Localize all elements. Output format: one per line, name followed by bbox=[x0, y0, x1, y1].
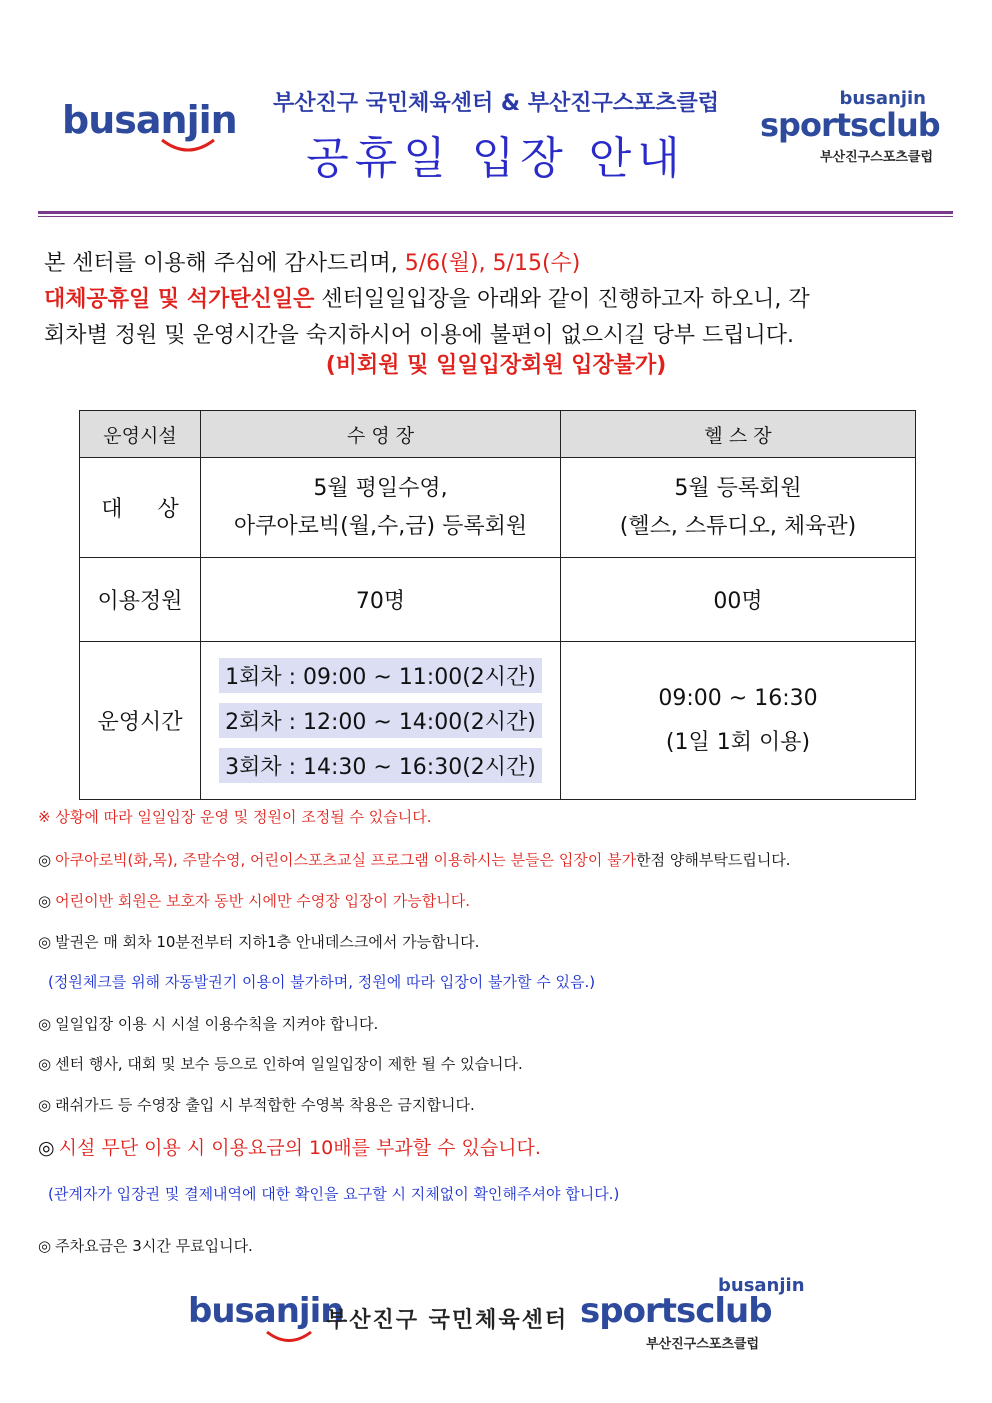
sportsclub-logo-big: sportsclub bbox=[760, 106, 940, 144]
note-6-text: 래쉬가드 등 수영장 출입 시 부적합한 수영복 착용은 금지합니다. bbox=[55, 1096, 475, 1114]
bullet-icon: ◎ bbox=[38, 1237, 52, 1255]
note-1 bbox=[38, 849, 791, 870]
bullet-icon: ◎ bbox=[38, 1015, 52, 1033]
hours-pool bbox=[201, 642, 561, 800]
note-3-text: 발권은 매 회차 10분전부터 지하1층 안내데스크에서 가능합니다. bbox=[55, 933, 480, 951]
note-1-black: 한점 양해부탁드립니다. bbox=[636, 851, 791, 869]
note-3 bbox=[38, 931, 479, 952]
note-adjustment: ※ 상황에 따라 일일입장 운영 및 정원이 조정될 수 있습니다. bbox=[38, 808, 432, 826]
footer-center-name: 부산진구 국민체육센터 bbox=[326, 1308, 569, 1333]
header-subtitle: 부산진구 국민체육센터 & 부산진구스포츠클럽 bbox=[273, 91, 719, 116]
header-divider bbox=[38, 211, 953, 214]
bullet-icon: ◎ bbox=[38, 1137, 55, 1159]
note-2-text: 어린이반 회원은 보호자 동반 시에만 수영장 입장이 가능합니다. bbox=[55, 892, 470, 910]
note-7-text: 시설 무단 이용 시 이용요금의 10배를 부과할 수 있습니다. bbox=[58, 1137, 541, 1159]
table-row bbox=[80, 558, 916, 642]
intro-line-2 bbox=[44, 281, 954, 318]
note-3-sub: (정원체크를 위해 자동발권기 이용이 불가하며, 정원에 따라 입장이 불가할 수 있음.) bbox=[48, 973, 596, 991]
intro-text-2: 센터일일입장을 아래와 같이 진행하고자 하오니, 각 bbox=[314, 287, 810, 312]
note-5-text: 센터 행사, 대회 및 보수 등으로 인하여 일일입장이 제한 될 수 있습니다. bbox=[55, 1055, 523, 1073]
capacity-pool: 70명 bbox=[201, 558, 561, 642]
header-divider-thin bbox=[38, 216, 953, 217]
table-row bbox=[80, 458, 916, 558]
header-facility: 운영시설 bbox=[80, 411, 201, 458]
bullet-icon: ◎ bbox=[38, 851, 52, 869]
schedule-table bbox=[79, 410, 916, 800]
target-pool bbox=[201, 458, 561, 558]
sportsclub-logo bbox=[760, 88, 950, 168]
session-1: 1회차 : 09:00 ~ 11:00(2시간) bbox=[219, 658, 542, 693]
note-2 bbox=[38, 890, 470, 911]
note-5 bbox=[38, 1053, 523, 1074]
footer-sportsclub-big: sportsclub bbox=[580, 1291, 772, 1331]
busanjin-logo-text: busanjin bbox=[62, 98, 237, 142]
table-header-row bbox=[80, 411, 916, 458]
target-label-text: 대 상 bbox=[101, 497, 179, 522]
sportsclub-logo-kor: 부산진구스포츠클럽 bbox=[820, 150, 934, 165]
intro-notice: (비회원 및 일일입장회원 입장불가) bbox=[325, 353, 667, 378]
target-pool-line-1: 5월 평일수영, bbox=[313, 475, 448, 501]
footer-smile-icon bbox=[264, 1329, 314, 1345]
note-4-text: 일일입장 이용 시 시설 이용수칙을 지켜야 합니다. bbox=[55, 1015, 379, 1033]
sportsclub-logo-small: busanjin bbox=[839, 88, 926, 109]
gym-rule-text: (1일 1회 이용) bbox=[665, 729, 811, 755]
bullet-icon: ◎ bbox=[38, 892, 52, 910]
capacity-label: 이용정원 bbox=[80, 558, 201, 642]
footer-busanjin-logo: busanjin bbox=[188, 1291, 344, 1331]
gym-hours-text: 09:00 ~ 16:30 bbox=[658, 685, 818, 711]
intro-line-1 bbox=[44, 245, 954, 282]
bullet-icon: ◎ bbox=[38, 1055, 52, 1073]
intro-line-3: 회차별 정원 및 운영시간을 숙지하시어 이용에 불편이 없으시길 당부 드립니다. bbox=[44, 323, 794, 348]
session-3: 3회차 : 14:30 ~ 16:30(2시간) bbox=[219, 748, 542, 783]
note-4 bbox=[38, 1013, 378, 1034]
header-pool: 수 영 장 bbox=[201, 411, 561, 458]
note-6 bbox=[38, 1094, 475, 1115]
bullet-icon: ◎ bbox=[38, 1096, 52, 1114]
intro-dates: 5/6(월), 5/15(수) bbox=[404, 251, 581, 276]
header-gym: 헬 스 장 bbox=[561, 411, 916, 458]
session-2: 2회차 : 12:00 ~ 14:00(2시간) bbox=[219, 703, 542, 738]
note-8 bbox=[38, 1235, 253, 1256]
capacity-gym: 00명 bbox=[561, 558, 916, 642]
target-label bbox=[80, 458, 201, 558]
footer-sportsclub-small: busanjin bbox=[718, 1275, 805, 1296]
intro-text: 본 센터를 이용해 주심에 감사드리며, bbox=[44, 251, 405, 276]
target-gym-line-1: 5월 등록회원 bbox=[674, 475, 802, 501]
bullet-icon: ◎ bbox=[38, 933, 52, 951]
note-8-text: 주차요금은 3시간 무료입니다. bbox=[55, 1237, 253, 1255]
hours-label: 운영시간 bbox=[80, 642, 201, 800]
footer-sportsclub-kor: 부산진구스포츠클럽 bbox=[646, 1337, 760, 1352]
target-gym bbox=[561, 458, 916, 558]
footer-logos bbox=[188, 1275, 808, 1355]
target-gym-line-2: (헬스, 스튜디오, 체육관) bbox=[619, 513, 857, 539]
hours-gym bbox=[561, 642, 916, 800]
note-7 bbox=[38, 1133, 541, 1160]
table-row bbox=[80, 642, 916, 800]
target-pool-line-2: 아쿠아로빅(월,수,금) 등록회원 bbox=[233, 513, 528, 539]
note-7-sub: (관계자가 입장권 및 결제내역에 대한 확인을 요구할 시 지체없이 확인해주셔야 합니다.) bbox=[48, 1185, 620, 1203]
intro-holidays: 대체공휴일 및 석가탄신일은 bbox=[44, 287, 315, 312]
page-title: 공휴일 입장 안내 bbox=[306, 133, 686, 184]
note-1-red: 아쿠아로빅(화,목), 주말수영, 어린이스포츠교실 프로그램 이용하시는 분들은 입장이 불가 bbox=[55, 851, 637, 869]
